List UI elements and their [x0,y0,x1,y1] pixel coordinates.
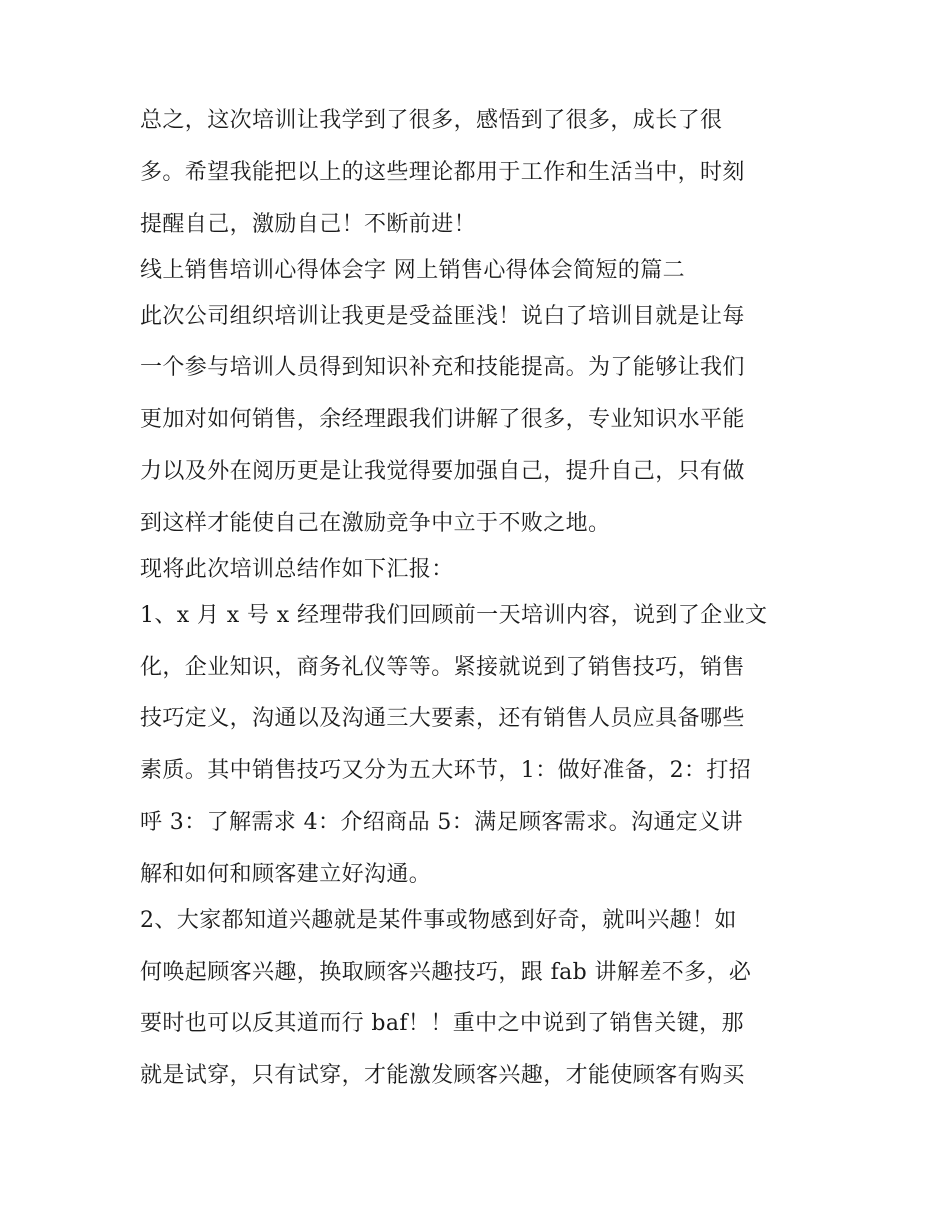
text-line: 解和如何和顾客建立好沟通。 [140,861,432,887]
text-line: 现将此次培训总结作如下汇报： [140,556,454,582]
text-line: 提醒自己，激励自己！不断前进！ [140,211,477,237]
text-line: 何唤起顾客兴趣，换取顾客兴趣技巧，跟 fab 讲解差不多，必 [140,959,752,985]
text-line: 化，企业知识，商务礼仪等等。紧接就说到了销售技巧，销售 [140,654,745,680]
section-heading: 线上销售培训心得体会字 网上销售心得体会简短的篇二 [140,257,685,283]
document-body [140,108,820,1115]
text-line: 2、大家都知道兴趣就是某件事或物感到好奇，就叫兴趣！如 [140,907,737,933]
text-line: 力以及外在阅历更是让我觉得要加强自己，提升自己，只有做 [140,458,745,484]
text-line: 更加对如何销售，余经理跟我们讲解了很多，专业知识水平能 [140,407,745,433]
text-line: 就是试穿，只有试穿，才能激发顾客兴趣，才能使顾客有购买 [140,1063,745,1089]
text-line: 一个参与培训人员得到知识补充和技能提高。为了能够让我们 [140,355,745,381]
text-line: 素质。其中销售技巧又分为五大环节，1：做好准备，2：打招 [140,758,752,784]
text-line: 总之，这次培训让我学到了很多，感悟到了很多，成长了很 [140,108,723,133]
text-line: 到这样才能使自己在激励竞争中立于不败之地。 [140,510,611,536]
text-line: 呼 3：了解需求 4：介绍商品 5：满足顾客需求。沟通定义讲 [140,809,743,835]
text-line: 多。希望我能把以上的这些理论都用于工作和生活当中，时刻 [140,159,745,185]
text-line: 技巧定义，沟通以及沟通三大要素，还有销售人员应具备哪些 [140,706,745,732]
text-line: 1、x 月 x 号 x 经理带我们回顾前一天培训内容，说到了企业文 [140,602,768,628]
text-line: 此次公司组织培训让我更是受益匪浅！说白了培训目就是让每 [140,303,745,329]
text-line: 要时也可以反其道而行 baf！！重中之中说到了销售关键，那 [140,1011,744,1037]
